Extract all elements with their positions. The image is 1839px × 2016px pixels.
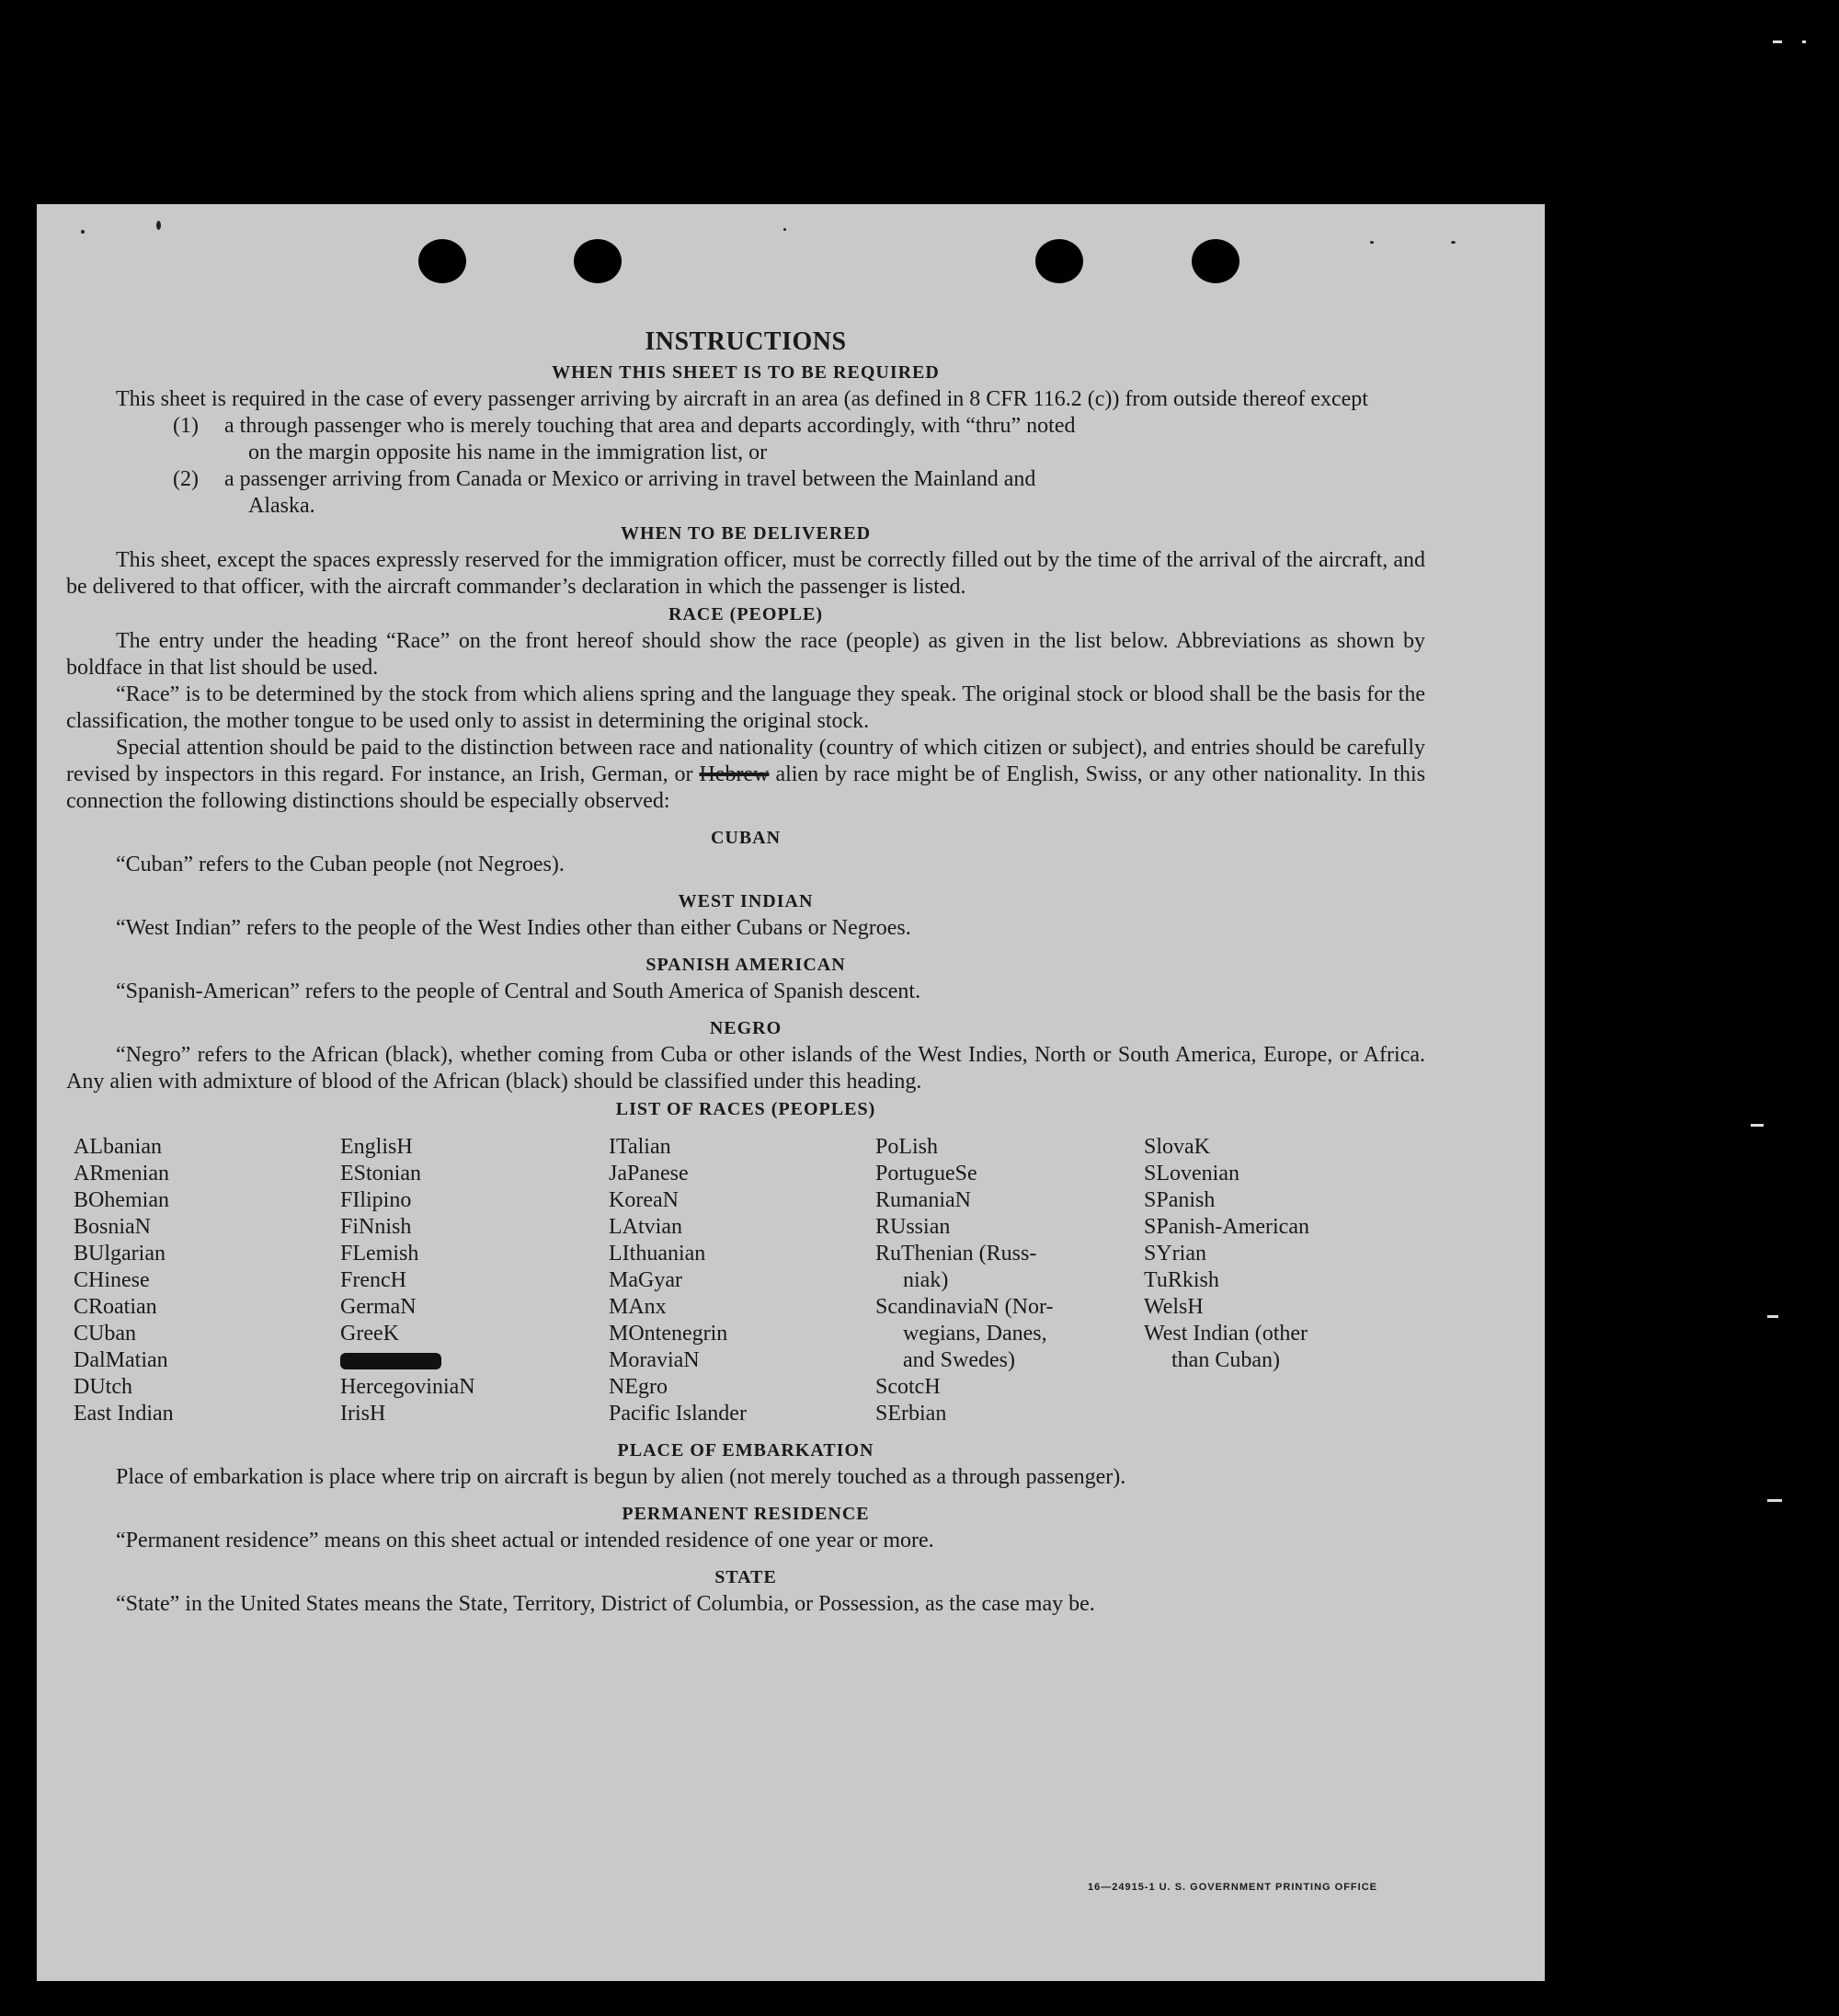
race-entry: ScandinaviaN (Nor-	[875, 1295, 1054, 1319]
race-entry-continued: wegians, Danes,	[903, 1322, 1047, 1346]
list-item	[173, 466, 1425, 520]
race-entry: JaPanese	[609, 1162, 689, 1186]
race-entry: FIlipino	[340, 1188, 412, 1212]
item-number: (1)	[173, 414, 199, 438]
edge-mark	[1751, 1124, 1764, 1127]
race-entry: BUlgarian	[74, 1242, 166, 1266]
race-entry: SPanish	[1144, 1188, 1216, 1212]
race-entry: CUban	[74, 1322, 136, 1346]
race-entry: West Indian (other	[1144, 1322, 1308, 1346]
section-heading: PERMANENT RESIDENCE	[622, 1504, 870, 1524]
race-entry: KoreaN	[609, 1188, 679, 1212]
races-column	[1144, 1134, 1401, 1427]
section-heading: PLACE OF EMBARKATION	[617, 1440, 874, 1460]
item-number: (2)	[173, 467, 199, 491]
section-heading: WHEN THIS SHEET IS TO BE REQUIRED	[552, 362, 940, 383]
ink-blot	[340, 1353, 441, 1369]
race-entry: LIthuanian	[609, 1242, 706, 1266]
section-heading: CUBAN	[710, 828, 782, 848]
race-entry: EnglisH	[340, 1135, 413, 1159]
race-entry-continued: and Swedes)	[903, 1348, 1015, 1372]
race-entry: MAnx	[609, 1295, 667, 1319]
paragraph	[66, 735, 1425, 815]
race-entry: NEgro	[609, 1375, 668, 1399]
race-entry: FrencH	[340, 1268, 406, 1292]
section-heading: LIST OF RACES (PEOPLES)	[615, 1099, 876, 1119]
redacted-entry	[340, 1347, 609, 1374]
race-entry-continued: niak)	[903, 1268, 949, 1292]
punch-hole	[418, 239, 466, 283]
race-entry: TuRkish	[1144, 1268, 1219, 1292]
section-heading: NEGRO	[709, 1018, 782, 1038]
paragraph: This sheet, except the spaces expressly reserved for the immigration officer, must be correctly filled out by the time of the arrival of the aircraft, and be delivered to that officer, with the aircraft commander’s declaration in which the passenger is listed.	[66, 548, 1425, 599]
race-entry: GermaN	[340, 1295, 417, 1319]
page-title: INSTRUCTIONS	[645, 327, 847, 356]
race-entry: MaGyar	[609, 1268, 682, 1292]
races-column	[74, 1134, 340, 1427]
item-line: a through passenger who is merely touching that area and departs accordingly, with “thru” noted	[224, 414, 1076, 438]
speck	[783, 228, 786, 231]
race-entry: FiNnish	[340, 1215, 412, 1239]
section-heading: STATE	[714, 1567, 777, 1587]
paragraph: “Spanish-American” refers to the people of Central and South America of Spanish descent.	[116, 979, 921, 1003]
race-entry: SPanish-American	[1144, 1215, 1309, 1239]
speck	[156, 221, 161, 230]
race-entry: ALbanian	[74, 1135, 162, 1159]
race-entry: PortugueSe	[875, 1162, 977, 1186]
paragraph: “West Indian” refers to the people of the West Indies other than either Cubans or Negroes.	[116, 916, 911, 940]
race-entry: SLovenian	[1144, 1162, 1239, 1186]
race-entry: LAtvian	[609, 1215, 682, 1239]
item-line: on the margin opposite his name in the immigration list, or	[248, 441, 768, 464]
race-entry: RuThenian (Russ-	[875, 1242, 1037, 1266]
paragraph: The entry under the heading “Race” on the front hereof should show the race (people) as given in the list below. Abbreviations as shown by boldface in that list should be used.	[66, 629, 1425, 680]
race-entry: HercegoviniaN	[340, 1375, 475, 1399]
item-line: Alaska.	[248, 494, 315, 518]
race-entry: MOntenegrin	[609, 1322, 728, 1346]
speck	[81, 230, 85, 234]
paragraph: Place of embarkation is place where trip on aircraft is begun by alien (not merely touched as a through passenger).	[116, 1465, 1126, 1489]
race-entry: SYrian	[1144, 1242, 1206, 1266]
race-entry: BOhemian	[74, 1188, 169, 1212]
struck-word: Hebrew	[699, 762, 770, 786]
race-entry: ScotcH	[875, 1375, 941, 1399]
races-column	[340, 1134, 609, 1427]
race-entry: RumaniaN	[875, 1188, 971, 1212]
races-list	[74, 1134, 1425, 1427]
race-entry: IrisH	[340, 1402, 386, 1426]
instructions-body	[66, 326, 1425, 1618]
paragraph-text: alien by race might be of English, Swiss, or any other nationality. In this connection the following distinctions should be especially observed:	[66, 762, 1426, 813]
race-entry: CRoatian	[74, 1295, 157, 1319]
race-entry: PoLish	[875, 1135, 939, 1159]
speck	[1451, 241, 1456, 244]
edge-mark	[1767, 1499, 1782, 1502]
race-entry: BosniaN	[74, 1215, 151, 1239]
race-entry: GreeK	[340, 1322, 399, 1346]
race-entry: MoraviaN	[609, 1348, 700, 1372]
race-entry: ITalian	[609, 1135, 671, 1159]
race-entry: DalMatian	[74, 1348, 168, 1372]
printer-imprint: 16—24915-1 U. S. GOVERNMENT PRINTING OFFICE	[1087, 1882, 1377, 1893]
punch-hole	[574, 239, 622, 283]
paragraph: “Cuban” refers to the Cuban people (not Negroes).	[116, 853, 565, 876]
race-entry: FLemish	[340, 1242, 419, 1266]
race-entry: SErbian	[875, 1402, 947, 1426]
punch-hole	[1035, 239, 1083, 283]
race-entry: EStonian	[340, 1162, 421, 1186]
item-text	[224, 413, 1425, 466]
paragraph: This sheet is required in the case of every passenger arriving by aircraft in an area (as defined in 8 CFR 116.2 (c)) from outside thereof except	[116, 387, 1368, 411]
race-entry: RUssian	[875, 1215, 951, 1239]
edge-mark	[1767, 1315, 1778, 1318]
race-entry: ARmenian	[74, 1162, 169, 1186]
races-column	[875, 1134, 1144, 1427]
speck	[1370, 241, 1374, 244]
item-text	[224, 466, 1425, 520]
race-entry-continued: than Cuban)	[1171, 1348, 1280, 1372]
list-item	[173, 413, 1425, 466]
paragraph-text: Special attention should be paid to the distinction between race and nationality (country of which citizen or subject), and entries should be carefully revised by inspectors in this regard. For instance, an Irish, German, or	[66, 736, 1425, 786]
section-heading: SPANISH AMERICAN	[645, 955, 846, 975]
race-entry: CHinese	[74, 1268, 150, 1292]
section-heading: WEST INDIAN	[678, 891, 814, 911]
paragraph: “Permanent residence” means on this sheet actual or intended residence of one year or more.	[116, 1529, 934, 1552]
section-heading: RACE (PEOPLE)	[668, 604, 823, 624]
document-sheet	[37, 204, 1545, 1981]
race-entry: WelsH	[1144, 1295, 1204, 1319]
punch-hole	[1192, 239, 1239, 283]
section-heading: WHEN TO BE DELIVERED	[620, 523, 872, 544]
item-line: a passenger arriving from Canada or Mexico or arriving in travel between the Mainland and	[224, 467, 1036, 491]
race-entry: East Indian	[74, 1402, 174, 1426]
paragraph: “State” in the United States means the State, Territory, District of Columbia, or Possession, as the case may be.	[116, 1592, 1095, 1616]
race-entry: Pacific Islander	[609, 1402, 747, 1426]
race-entry: SlovaK	[1144, 1135, 1210, 1159]
paragraph: “Race” is to be determined by the stock from which aliens spring and the language they speak. The original stock or blood shall be the basis for the classification, the mother tongue to be used only to assist in determining the original stock.	[66, 682, 1425, 733]
paragraph: “Negro” refers to the African (black), whether coming from Cuba or other islands of the West Indies, North or South America, Europe, or Africa. Any alien with admixture of blood of the African (black) should be classified under this heading.	[66, 1043, 1425, 1094]
edge-mark	[1773, 40, 1782, 43]
edge-mark	[1802, 40, 1806, 43]
race-entry: DUtch	[74, 1375, 132, 1399]
races-column	[609, 1134, 875, 1427]
